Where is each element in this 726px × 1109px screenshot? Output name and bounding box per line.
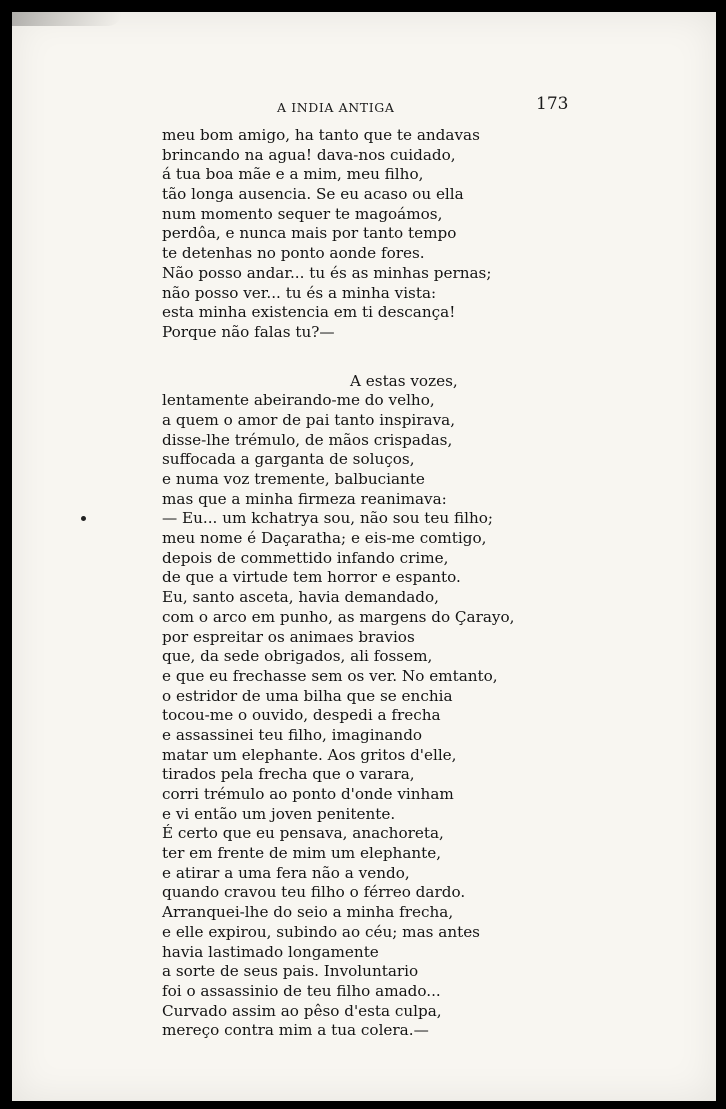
verse-line: Porque não falas tu?— [162,322,335,341]
verse-line: tão longa ausencia. Se eu acaso ou ella [162,185,464,204]
verse-line: tocou-me o ouvido, despedi a frecha [162,706,441,725]
page-header [12,94,716,116]
verse-line: ter em frente de mim um elephante, [162,844,442,863]
verse-body [162,126,662,1041]
verse-line: por espreitar os animaes bravios [162,627,415,646]
verse-line: quando cravou teu filho o férreo dardo. [162,883,466,902]
verse-line: a quem o amor de pai tanto inspirava, [162,410,456,429]
verse-line: que, da sede obrigados, ali fossem, [162,647,433,666]
verse-line: e assassinei teu filho, imaginando [162,725,423,744]
verse-line: perdôa, e nunca mais por tanto tempo [162,224,457,243]
verse-line: É certo que eu pensava, anachoreta, [162,824,444,843]
verse-line: á tua boa mãe e a mim, meu filho, [162,165,424,184]
verse-line: suffocada a garganta de soluços, [162,450,415,469]
verse-line: esta minha existencia em ti descança! [162,303,456,322]
verse-line: e que eu frechasse sem os ver. No emtanto, [162,666,498,685]
verse-line: de que a virtude tem horror e espanto. [162,568,461,587]
verse-line-indented: A estas vozes, [350,371,458,390]
verse-line: a sorte de seus pais. Involuntario [162,962,419,981]
verse-line: Curvado assim ao pêso d'esta culpa, [162,1001,442,1020]
stanza-2 [162,372,662,1041]
verse-line: Arranquei-lhe do seio a minha frecha, [162,903,454,922]
verse-line: disse-lhe trémulo, de mãos crispadas, [162,430,453,449]
verse-line: meu nome é Daçaratha; e eis-me comtigo, [162,529,487,548]
running-title: A INDIA ANTIGA [277,100,395,115]
verse-line: meu bom amigo, ha tanto que te andavas [162,126,480,144]
stanza-gap [162,343,662,372]
verse-line: com o arco em punho, as margens do Çarayo, [162,607,515,626]
verse-line: e elle expirou, subindo ao céu; mas antes [162,922,480,941]
verse-line: num momento sequer te magoámos, [162,204,443,223]
verse-line: o estridor de uma bilha que se enchia [162,686,453,705]
verse-line: te detenhas no ponto aonde fores. [162,244,425,263]
page-number: 173 [536,94,569,114]
verse-line: corri trémulo ao ponto d'onde vinham [162,785,454,803]
verse-line: e numa voz tremente, balbuciante [162,470,425,488]
verse-line: não posso ver... tu és a minha vista: [162,283,437,302]
verse-line: mereço contra mim a tua colera.— [162,1021,429,1040]
verse-line: tirados pela frecha que o varara, [162,765,415,784]
verse-line: — Eu... um kchatrya sou, não sou teu filho; [162,509,494,528]
verse-line: matar um elephante. Aos gritos d'elle, [162,745,457,764]
verse-line: Eu, santo asceta, havia demandado, [162,588,439,607]
stanza-1 [162,126,662,343]
book-page [12,12,716,1101]
verse-line: foi o assassinio de teu filho amado... [162,981,441,1000]
verse-line: brincando na agua! dava-nos cuidado, [162,145,456,164]
verse-line: Não posso andar... tu és as minhas pernas; [162,263,492,282]
verse-line: havia lastimado longamente [162,942,379,961]
verse-line: e vi então um joven penitente. [162,804,396,823]
verse-line: e atirar a uma fera não a vendo, [162,863,410,882]
verse-line: lentamente abeirando-me do velho, [162,391,435,410]
verse-line: depois de commettido infando crime, [162,548,449,567]
ink-speck [81,516,86,521]
verse-line: mas que a minha firmeza reanimava: [162,489,447,508]
scan-smudge [12,12,122,26]
